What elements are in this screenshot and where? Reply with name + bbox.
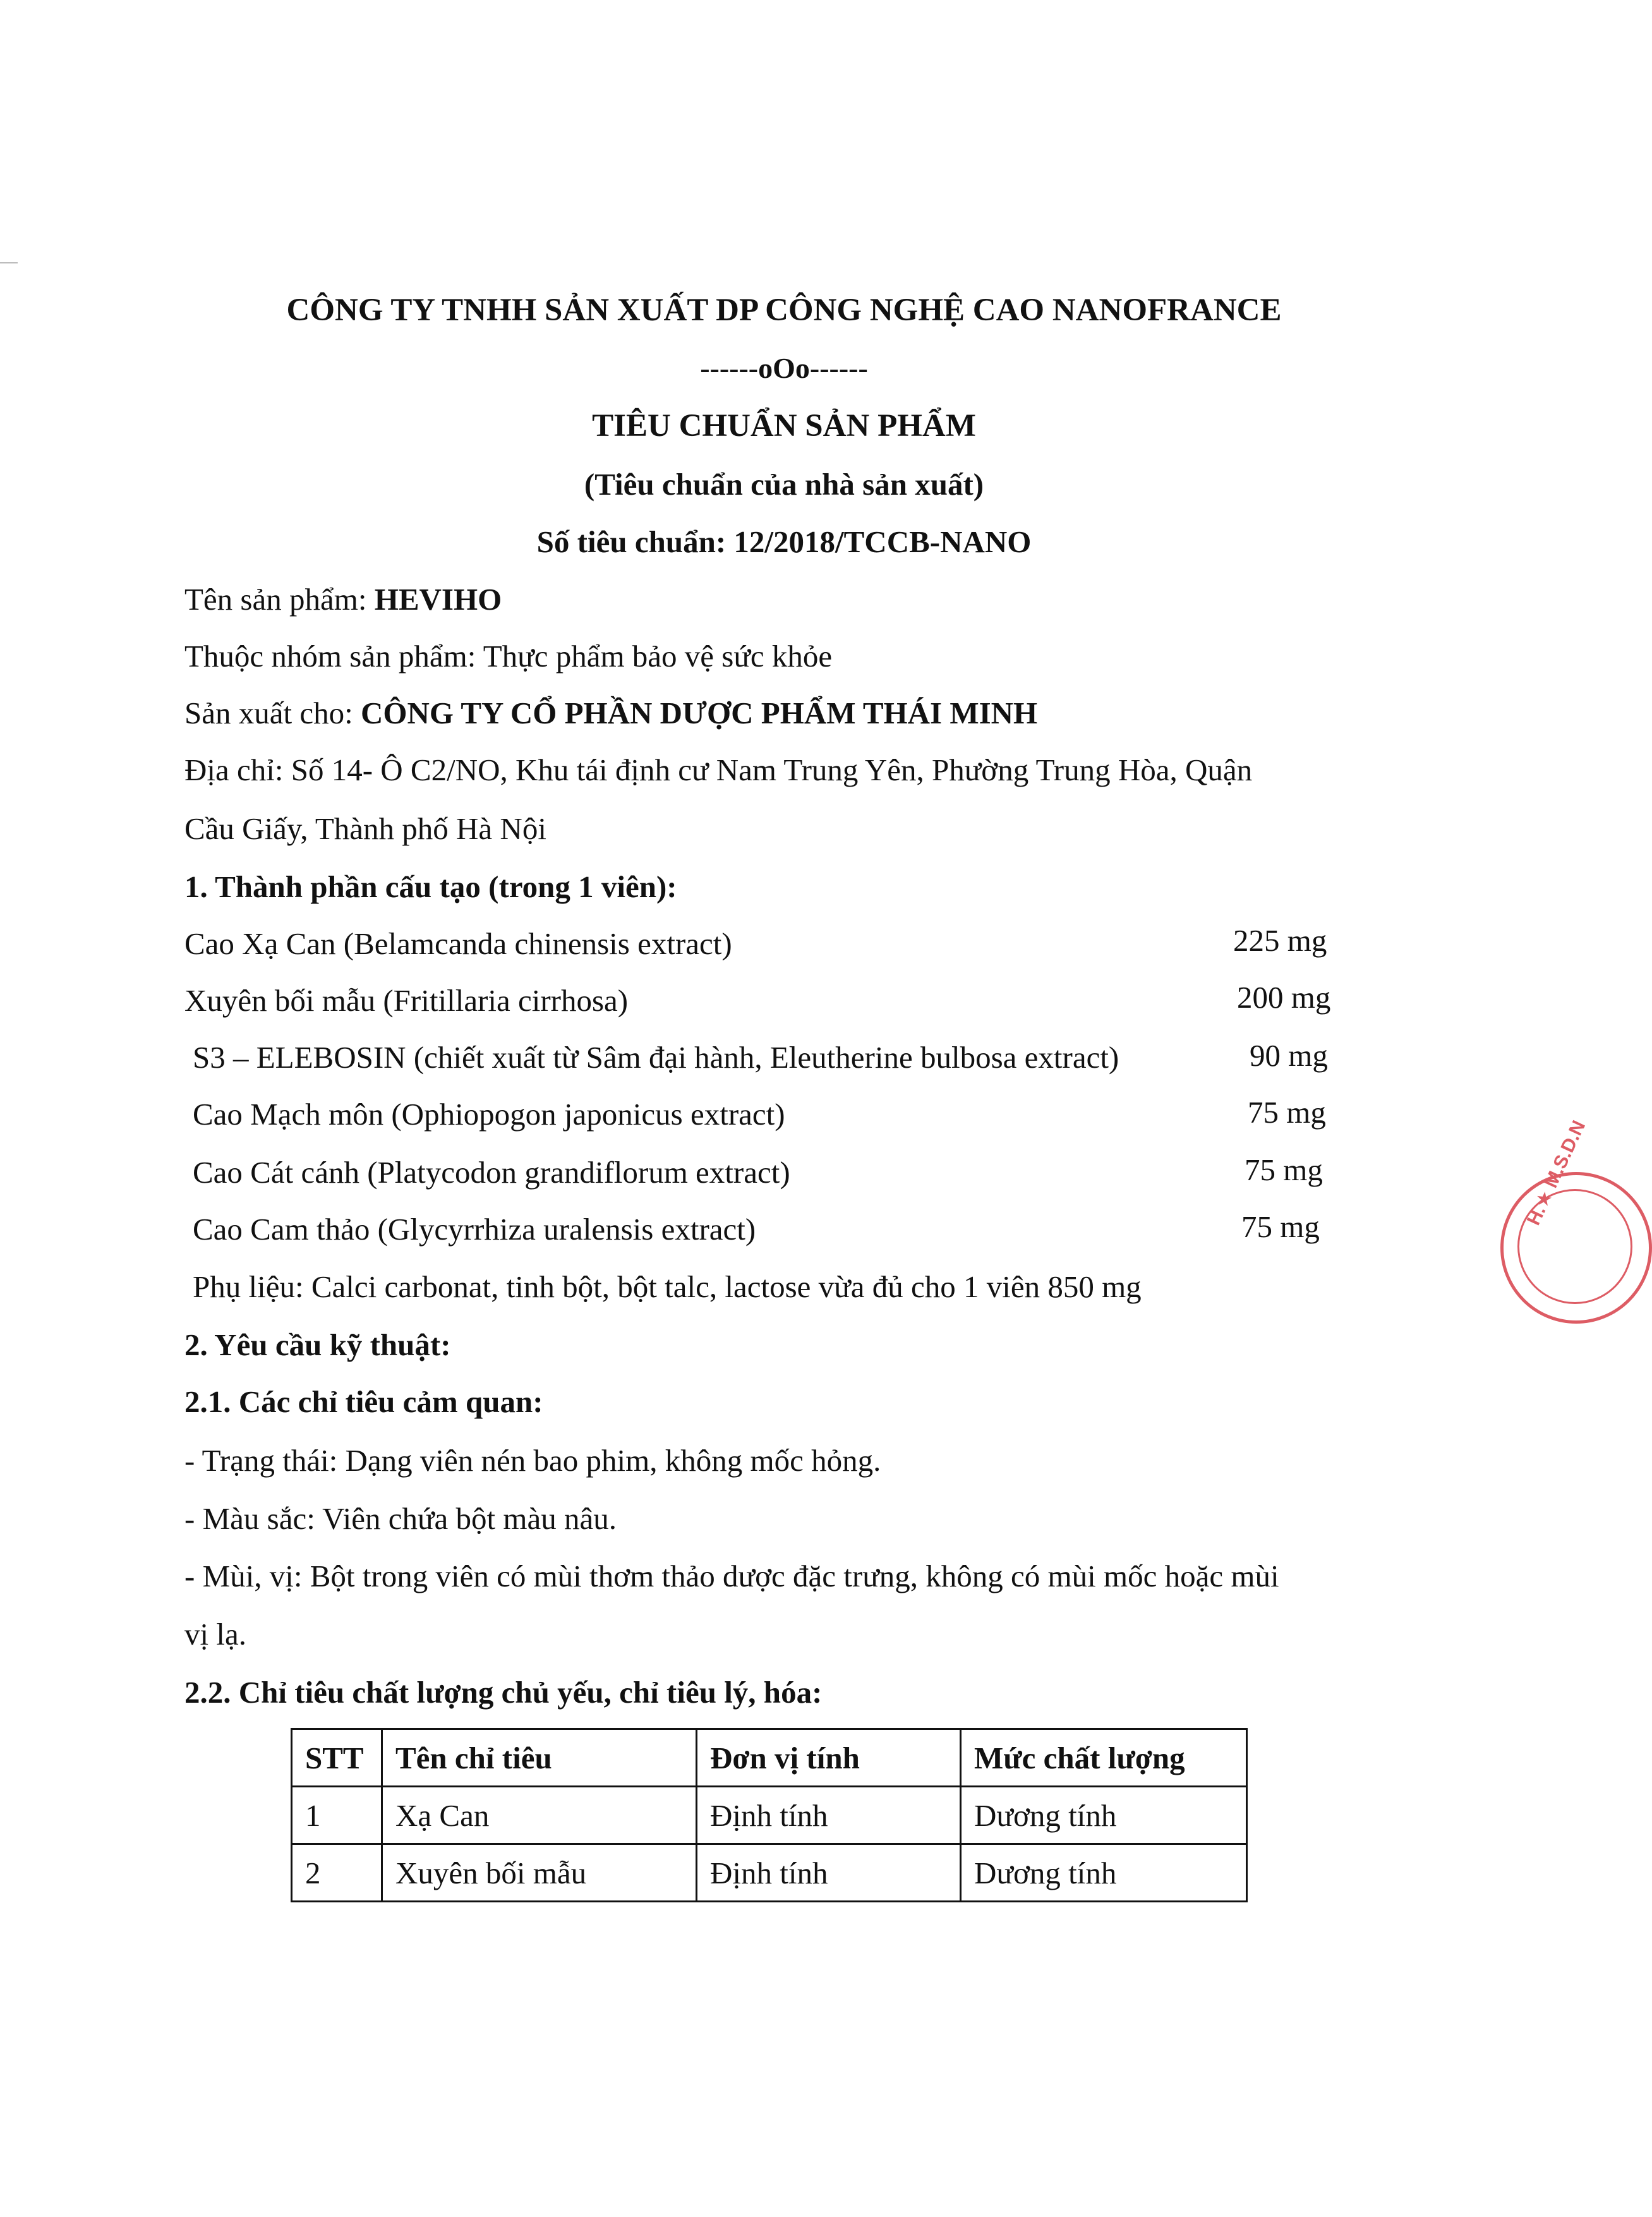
table-cell: Xuyên bối mẫu xyxy=(382,1844,697,1902)
separator: ------oOo------ xyxy=(700,352,868,384)
product-group-line: Thuộc nhóm sản phẩm: Thực phẩm bảo vệ sức khỏe xyxy=(184,639,833,674)
ingredient-amount: 225 mg xyxy=(1233,923,1327,958)
made-for-value: CÔNG TY CỔ PHẦN DƯỢC PHẨM THÁI MINH xyxy=(360,696,1038,730)
ingredient-amount: 75 mg xyxy=(1245,1152,1323,1187)
company-name: CÔNG TY TNHH SẢN XUẤT DP CÔNG NGHỆ CAO NANOFRANCE xyxy=(286,293,1282,328)
table-header-row xyxy=(292,1729,1247,1787)
ingredient-name: Cao Mạch môn (Ophiopogon japonicus extract) xyxy=(193,1097,785,1132)
table-cell: Định tính xyxy=(697,1787,961,1844)
table-row xyxy=(292,1787,1247,1844)
table-cell: Dương tính xyxy=(961,1787,1247,1844)
quality-heading: 2.2. Chỉ tiêu chất lượng chủ yếu, chỉ tiêu lý, hóa: xyxy=(184,1675,823,1710)
document-subtitle: (Tiêu chuẩn của nhà sản xuất) xyxy=(584,467,984,502)
document-title: TIÊU CHUẨN SẢN PHẨM xyxy=(592,408,976,444)
table-header-cell: Tên chỉ tiêu xyxy=(382,1729,697,1787)
smell-line-2: vị lạ. xyxy=(184,1617,246,1652)
technical-heading: 2. Yêu cầu kỹ thuật: xyxy=(184,1327,451,1362)
smell-line-1: - Mùi, vị: Bột trong viên có mùi thơm thảo dược đặc trưng, không có mùi mốc hoặc mùi xyxy=(184,1559,1279,1593)
excipients-line: Phụ liệu: Calci carbonat, tinh bột, bột talc, lactose vừa đủ cho 1 viên 850 mg xyxy=(193,1269,1142,1304)
color-line: - Màu sắc: Viên chứa bột màu nâu. xyxy=(184,1501,617,1536)
address-line-1: Địa chỉ: Số 14- Ô C2/NO, Khu tái định cư Nam Trung Yên, Phường Trung Hòa, Quận xyxy=(184,752,1253,787)
made-for-line xyxy=(184,695,1037,731)
table-row xyxy=(292,1844,1247,1902)
ingredient-amount: 75 mg xyxy=(1241,1209,1320,1244)
table-header-cell: STT xyxy=(292,1729,382,1787)
sensory-heading: 2.1. Các chỉ tiêu cảm quan: xyxy=(184,1384,543,1419)
product-name-value: HEVIHO xyxy=(374,582,502,617)
ingredient-amount: 90 mg xyxy=(1250,1038,1328,1073)
composition-heading: 1. Thành phần cấu tạo (trong 1 viên): xyxy=(184,869,677,904)
standard-number: Số tiêu chuẩn: 12/2018/TCCB-NANO xyxy=(536,524,1032,559)
table-cell: 2 xyxy=(292,1844,382,1902)
product-name-label: Tên sản phẩm: xyxy=(184,582,375,617)
ingredient-name: S3 – ELEBOSIN (chiết xuất từ Sâm đại hành, Eleutherine bulbosa extract) xyxy=(193,1040,1119,1075)
ingredient-amount: 200 mg xyxy=(1237,980,1331,1015)
table-cell: Xạ Can xyxy=(382,1787,697,1844)
product-name-line xyxy=(184,581,502,617)
company-stamp xyxy=(1500,1117,1652,1324)
table-header-cell: Đơn vị tính xyxy=(697,1729,961,1787)
table-cell: 1 xyxy=(292,1787,382,1844)
ingredient-name: Cao Xạ Can (Belamcanda chinensis extract) xyxy=(184,926,732,961)
ingredient-name: Xuyên bối mẫu (Fritillaria cirrhosa) xyxy=(184,983,629,1018)
state-line: - Trạng thái: Dạng viên nén bao phim, không mốc hỏng. xyxy=(184,1443,881,1478)
made-for-label: Sản xuất cho: xyxy=(184,696,361,730)
table-header-cell: Mức chất lượng xyxy=(961,1729,1247,1787)
scan-edge-mark xyxy=(0,262,18,263)
quality-table xyxy=(291,1728,1248,1902)
stamp-text: H.★ M.S.D.N xyxy=(1522,1117,1590,1229)
table-cell: Định tính xyxy=(697,1844,961,1902)
ingredient-name: Cao Cam thảo (Glycyrrhiza uralensis extract) xyxy=(193,1212,756,1247)
ingredient-name: Cao Cát cánh (Platycodon grandiflorum extract) xyxy=(193,1155,790,1190)
table-cell: Dương tính xyxy=(961,1844,1247,1902)
ingredient-amount: 75 mg xyxy=(1248,1095,1326,1130)
address-line-2: Cầu Giấy, Thành phố Hà Nội xyxy=(184,811,546,846)
